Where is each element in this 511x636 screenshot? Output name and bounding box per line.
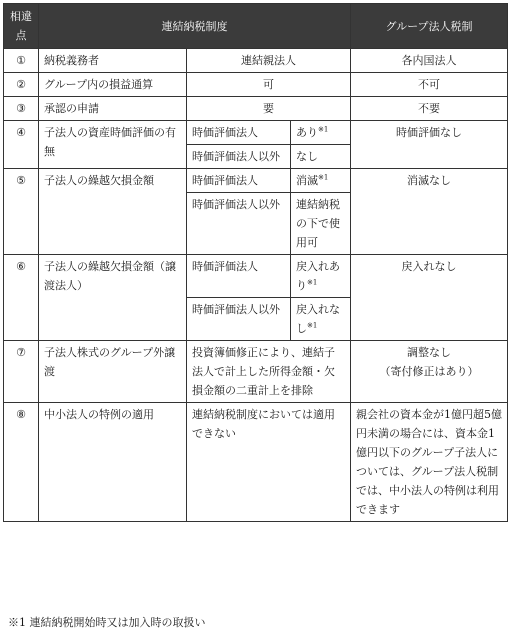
consolidated-cell: 可 [187, 73, 351, 97]
footnote-mark: ※1 [307, 278, 318, 287]
consolidated-cell: 連結納税制度においては適用できない [187, 403, 351, 522]
row-item: 承認の申請 [39, 97, 187, 121]
table-row [4, 341, 508, 403]
header-consolidated-tax: 連結納税制度 [39, 4, 351, 49]
group-cell: 戻入れなし [351, 255, 508, 341]
group-cell: 各内国法人 [351, 49, 508, 73]
group-cell [351, 341, 508, 403]
group-cell: 不可 [351, 73, 508, 97]
group-cell-line: （寄付修正はあり） [379, 365, 479, 378]
row-number: ① [4, 49, 39, 73]
row-item: 納税義務者 [39, 49, 187, 73]
sub-value: 連結納税の下で使用可 [291, 193, 351, 255]
footnote-mark: ※1 [318, 173, 329, 182]
sub-value: 消滅$^{※1}$ [291, 169, 351, 193]
consolidated-cell: 連結親法人 [187, 49, 351, 73]
row-number: ⑥ [4, 255, 39, 341]
sub-label: 時価評価法人 [187, 255, 291, 298]
sub-value: 戻入れなし$^{※1}$ [291, 298, 351, 341]
sub-value: あり$^{※1}$ [291, 121, 351, 145]
row-number: ⑧ [4, 403, 39, 522]
group-cell-line: 調整なし [407, 346, 451, 359]
group-cell: 時価評価なし [351, 121, 508, 169]
table-row [4, 121, 508, 145]
footnote: ※1 連結納税開始時又は加入時の取扱い [8, 616, 206, 629]
sub-value: なし [291, 145, 351, 169]
group-cell: 消滅なし [351, 169, 508, 255]
sub-value: 戻入れあり$^{※1}$ [291, 255, 351, 298]
sub-label: 時価評価法人 [187, 121, 291, 145]
row-number: ③ [4, 97, 39, 121]
group-cell: 親会社の資本金が1億円超5億円未満の場合には、資本金1億円以下のグループ子法人については、グループ法人税制では、中小法人の特例は利用できます [351, 403, 508, 522]
table-row [4, 255, 508, 298]
sub-label: 時価評価法人以外 [187, 145, 291, 169]
table-row [4, 73, 508, 97]
sub-label: 時価評価法人以外 [187, 298, 291, 341]
group-cell: 不要 [351, 97, 508, 121]
row-item: 中小法人の特例の適用 [39, 403, 187, 522]
row-number: ⑤ [4, 169, 39, 255]
comparison-table [3, 3, 508, 522]
row-item: 子法人の繰越欠損金額 [39, 169, 187, 255]
consolidated-cell: 要 [187, 97, 351, 121]
row-number: ④ [4, 121, 39, 169]
sub-label: 時価評価法人 [187, 169, 291, 193]
table-row [4, 403, 508, 522]
header-group-tax: グループ法人税制 [351, 4, 508, 49]
row-item: 子法人の資産時価評価の有無 [39, 121, 187, 169]
consolidated-cell: 投資簿価修正により、連結子法人で計上した所得金額・欠損金額の二重計上を排除 [187, 341, 351, 403]
row-item: 子法人の繰越欠損金額（譲渡法人） [39, 255, 187, 341]
footnote-mark: ※1 [318, 125, 329, 134]
sub-label: 時価評価法人以外 [187, 193, 291, 255]
row-item: グループ内の損益通算 [39, 73, 187, 97]
table-row [4, 97, 508, 121]
row-number: ② [4, 73, 39, 97]
row-number: ⑦ [4, 341, 39, 403]
table-row [4, 169, 508, 193]
row-item: 子法人株式のグループ外譲渡 [39, 341, 187, 403]
header-row [4, 4, 508, 49]
header-difference: 相違点 [4, 4, 39, 49]
table-row [4, 49, 508, 73]
footnote-mark: ※1 [307, 321, 318, 330]
